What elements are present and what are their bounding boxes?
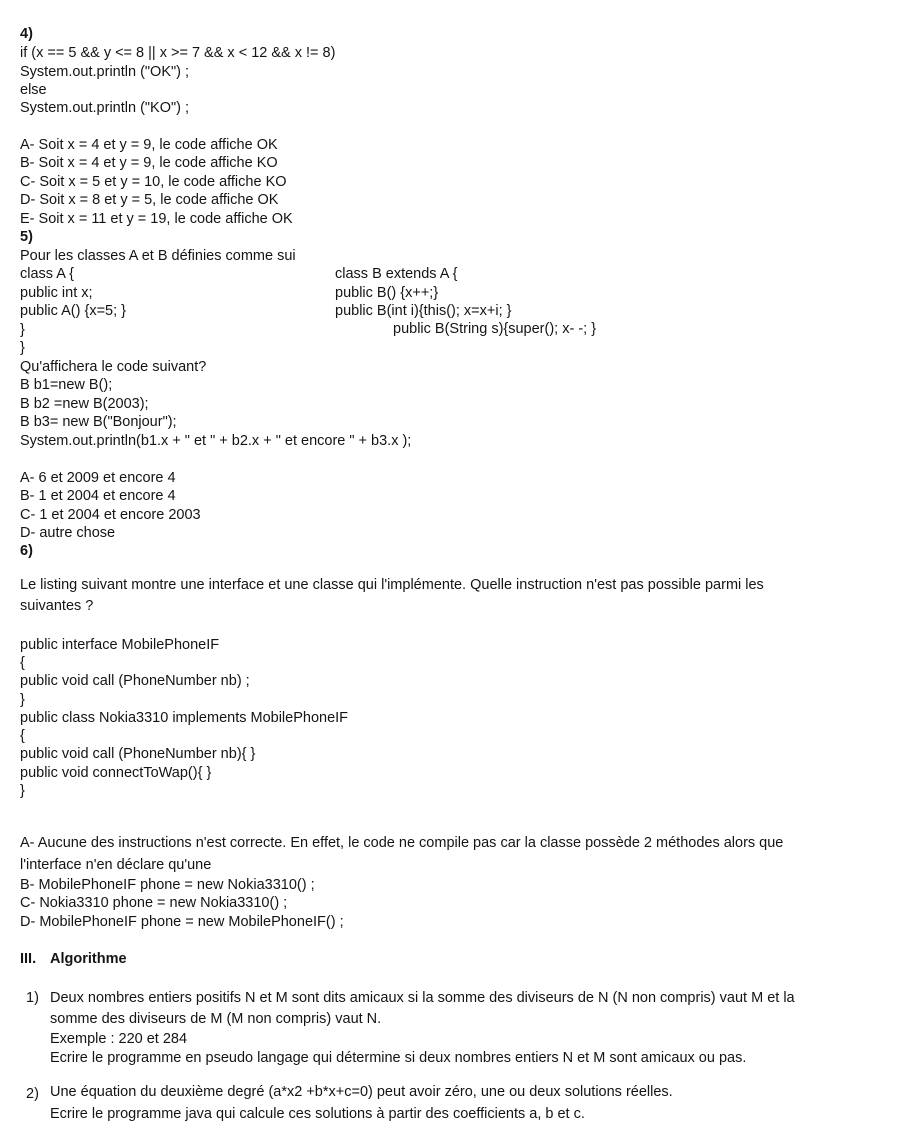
q4-code-line: System.out.println ("OK") ; <box>20 64 190 80</box>
q6-code-line: } <box>20 692 25 708</box>
q4-code-line: if (x == 5 && y <= 8 || x >= 7 && x < 12 && x != 8) <box>20 45 336 61</box>
q6-option-c: C- Nokia3310 phone = new Nokia3310() ; <box>20 895 288 911</box>
q6-code-line: public void call (PhoneNumber nb){ } <box>20 746 256 762</box>
q4-option-b: B- Soit x = 4 et y = 9, le code affiche KO <box>20 155 278 171</box>
exercise-2-line: Une équation du deuxième degré (a*x2 +b*x+c=0) peut avoir zéro, une ou deux solutions réelles. <box>50 1084 673 1100</box>
exercise-1-line: Ecrire le programme en pseudo langage qui détermine si deux nombres entiers N et M sont amicaux ou pas. <box>50 1050 747 1066</box>
q4-code-line: else <box>20 82 47 98</box>
q5-class-b-line: public B(String s){super(); x- -; } <box>393 321 597 337</box>
q5-class-a-line: } <box>20 322 25 338</box>
q6-option-a-line-2: l'interface n'en déclare qu'une <box>20 857 212 873</box>
q5-code-line: B b3= new B("Bonjour"); <box>20 414 177 430</box>
question-4-number: 4) <box>20 26 33 42</box>
q5-class-a-line: class A { <box>20 266 75 282</box>
exercise-2-number: 2) <box>26 1086 39 1102</box>
section-numeral: III. <box>20 951 37 967</box>
q4-option-e: E- Soit x = 11 et y = 19, le code affiche OK <box>20 211 293 227</box>
q5-intro: Pour les classes A et B définies comme sui <box>20 248 296 264</box>
q5-code-line: B b1=new B(); <box>20 377 113 393</box>
q5-class-a-line: } <box>20 340 25 356</box>
q6-code-line: } <box>20 783 25 799</box>
q5-code-line: B b2 =new B(2003); <box>20 396 149 412</box>
q4-option-a: A- Soit x = 4 et y = 9, le code affiche OK <box>20 137 278 153</box>
q4-option-d: D- Soit x = 8 et y = 5, le code affiche OK <box>20 192 279 208</box>
exercise-1-number: 1) <box>26 990 39 1006</box>
q5-option-b: B- 1 et 2004 et encore 4 <box>20 488 176 504</box>
q5-class-b-line: public B() {x++;} <box>335 285 439 301</box>
q4-code-line: System.out.println ("KO") ; <box>20 100 190 116</box>
q6-code-line: { <box>20 728 25 744</box>
q5-class-b-line: public B(int i){this(); x=x+i; } <box>335 303 512 319</box>
q5-class-a-line: public A() {x=5; } <box>20 303 126 319</box>
question-6-number: 6) <box>20 543 33 559</box>
q5-code-line: System.out.println(b1.x + " et " + b2.x + " et encore " + b3.x ); <box>20 433 412 449</box>
q5-question: Qu'affichera le code suivant? <box>20 359 207 375</box>
q6-code-line: public void connectToWap(){ } <box>20 765 212 781</box>
q5-class-a-line: public int x; <box>20 285 93 301</box>
q6-code-line: public void call (PhoneNumber nb) ; <box>20 673 250 689</box>
exercise-1-line: Exemple : 220 et 284 <box>50 1031 188 1047</box>
q6-code-line: public class Nokia3310 implements MobilePhoneIF <box>20 710 349 726</box>
q5-class-b-line: class B extends A { <box>335 266 458 282</box>
q4-option-c: C- Soit x = 5 et y = 10, le code affiche KO <box>20 174 287 190</box>
q5-option-c: C- 1 et 2004 et encore 2003 <box>20 507 201 523</box>
exercise-1-line: Deux nombres entiers positifs N et M sont dits amicaux si la somme des diviseurs de N (N non compris) vaut M et la <box>50 990 795 1006</box>
q6-code-line: { <box>20 655 25 671</box>
q6-intro-line-1: Le listing suivant montre une interface et une classe qui l'implémente. Quelle instruction n'est pas possible parmi les <box>20 577 764 593</box>
exercise-1-line: somme des diviseurs de M (M non compris) vaut N. <box>50 1011 382 1027</box>
q6-code-line: public interface MobilePhoneIF <box>20 637 220 653</box>
q6-option-b: B- MobilePhoneIF phone = new Nokia3310() ; <box>20 877 315 893</box>
section-title: Algorithme <box>50 951 127 967</box>
q5-option-a: A- 6 et 2009 et encore 4 <box>20 470 176 486</box>
q6-option-d: D- MobilePhoneIF phone = new MobilePhoneIF() ; <box>20 914 344 930</box>
q6-intro-line-2: suivantes ? <box>20 598 94 614</box>
exercise-2-line: Ecrire le programme java qui calcule ces solutions à partir des coefficients a, b et c. <box>50 1106 585 1122</box>
q6-option-a-line-1: A- Aucune des instructions n'est correcte. En effet, le code ne compile pas car la classe possède 2 méthodes alors que <box>20 835 784 851</box>
q5-option-d: D- autre chose <box>20 525 116 541</box>
question-5-number: 5) <box>20 229 33 245</box>
